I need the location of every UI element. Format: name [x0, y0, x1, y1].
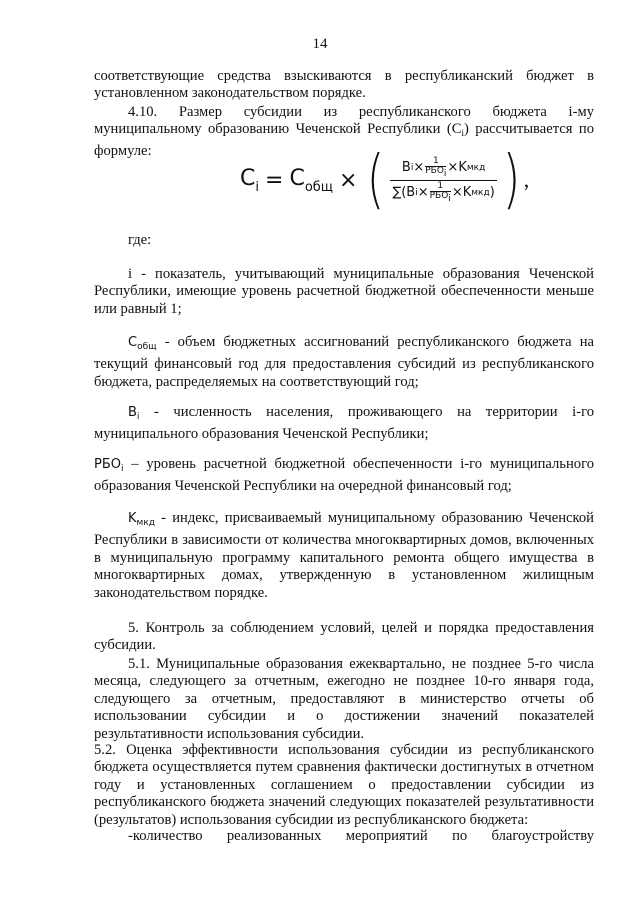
intro-text: соответствующие средства взыскиваются в республиканский бюджет в установленном законодательством порядке. — [94, 68, 594, 102]
formula-equals: = — [265, 167, 284, 193]
definition-k-text: - индекс, присваиваемый муниципальному образованию Чеченской Республики в зависимости от количества многоквартирных домов, включенных в муниципальную программу капитального ремонта общего имущества в многоквартирных домах, утвержденную в установленном жилищным законодательством порядке. — [94, 510, 594, 601]
clause-4-10-text: 4.10. Размер субсидии из республиканского бюджета i-му муниципальному образованию Чеченской Республики (C — [94, 104, 594, 138]
definition-c-term: $C_{общ}$ — [128, 335, 157, 352]
definition-i-text: i - показатель, учитывающий муниципальные образования Чеченской Республики, имеющие уровень расчетной бюджетной обеспеченности меньше или равный 1; — [94, 266, 594, 317]
formula-c-total: $C_{общ}$ — [289, 165, 334, 195]
clause-4-10-sub: i — [461, 128, 464, 139]
definition-c-text: - объем бюджетных ассигнований республиканского бюджета на текущий финансовый год для предоставления субсидий из республиканского бюджета, распределяемых на соответствующий год; — [94, 334, 594, 390]
section-5-heading — [94, 620, 594, 655]
clause-5-1-text: 5.1. Муниципальные образования ежеквартально, не позднее 5-го числа месяца, следующего за отчетным, ежегодно не позднее 10-го января года, следующего за отчетным, предоставляют в министерство отчеты об использовании субсидии и о достижении значений показателей результативности использования субсидии. — [94, 656, 594, 742]
clause-4-10-end: ) рассчитывается по формуле: — [94, 121, 594, 159]
clause-5-2 — [94, 742, 594, 829]
clause-5-2-text: 5.2. Оценка эффективности использования субсидии из республиканского бюджета осуществляется путем сравнения фактически достигнутых в отчетном году и установленных соглашением о предоставлении субсидии из республиканского бюджета значений следующих показателей результативности (результатов) использования субсидии из республиканского бюджета: — [94, 742, 594, 828]
definition-b-term: $B_i$ — [128, 405, 140, 422]
clause-5-1 — [94, 656, 594, 743]
formula-close-paren: ) — [502, 143, 521, 217]
formula-denominator: ∑(B i × 1 РБОi × K мкд ) — [392, 180, 495, 204]
formula-fraction — [390, 157, 496, 204]
definition-rbo — [94, 456, 594, 496]
definition-rbo-text: – уровень расчетной бюджетной обеспеченности i-го муниципального образования Чеченской Республики на очередной финансовый год; — [94, 456, 594, 495]
formula-numerator: B i × 1 РБОi × K мкд — [401, 155, 486, 179]
definition-i — [94, 266, 594, 318]
definition-c-total — [94, 334, 594, 391]
formula-open-paren: ( — [367, 143, 385, 217]
definition-b — [94, 404, 594, 444]
formula-comma: , — [523, 167, 530, 192]
subsidy-formula — [240, 143, 530, 217]
clause-5-2-item-text: -количество реализованных мероприятий по благоустройству — [128, 828, 594, 844]
formula-fraction-bar — [390, 180, 496, 181]
page-number: 14 — [312, 36, 328, 52]
definition-rbo-term: $РБО_i$ — [94, 457, 124, 474]
definition-k — [94, 510, 594, 602]
definition-b-text: - численность населения, проживающего на территории i-го муниципального образования Чеченской Республики; — [94, 404, 594, 443]
clause-5-2-item — [94, 828, 594, 845]
where-label: где: — [128, 232, 152, 248]
section-5-text: 5. Контроль за соблюдением условий, целей и порядка предоставления субсидии. — [94, 620, 594, 654]
formula-lhs: $C_i$ — [240, 165, 259, 195]
formula-times: × — [339, 167, 358, 193]
paragraph-intro — [94, 68, 594, 103]
definition-k-term: $K_{мкд}$ — [128, 511, 155, 528]
